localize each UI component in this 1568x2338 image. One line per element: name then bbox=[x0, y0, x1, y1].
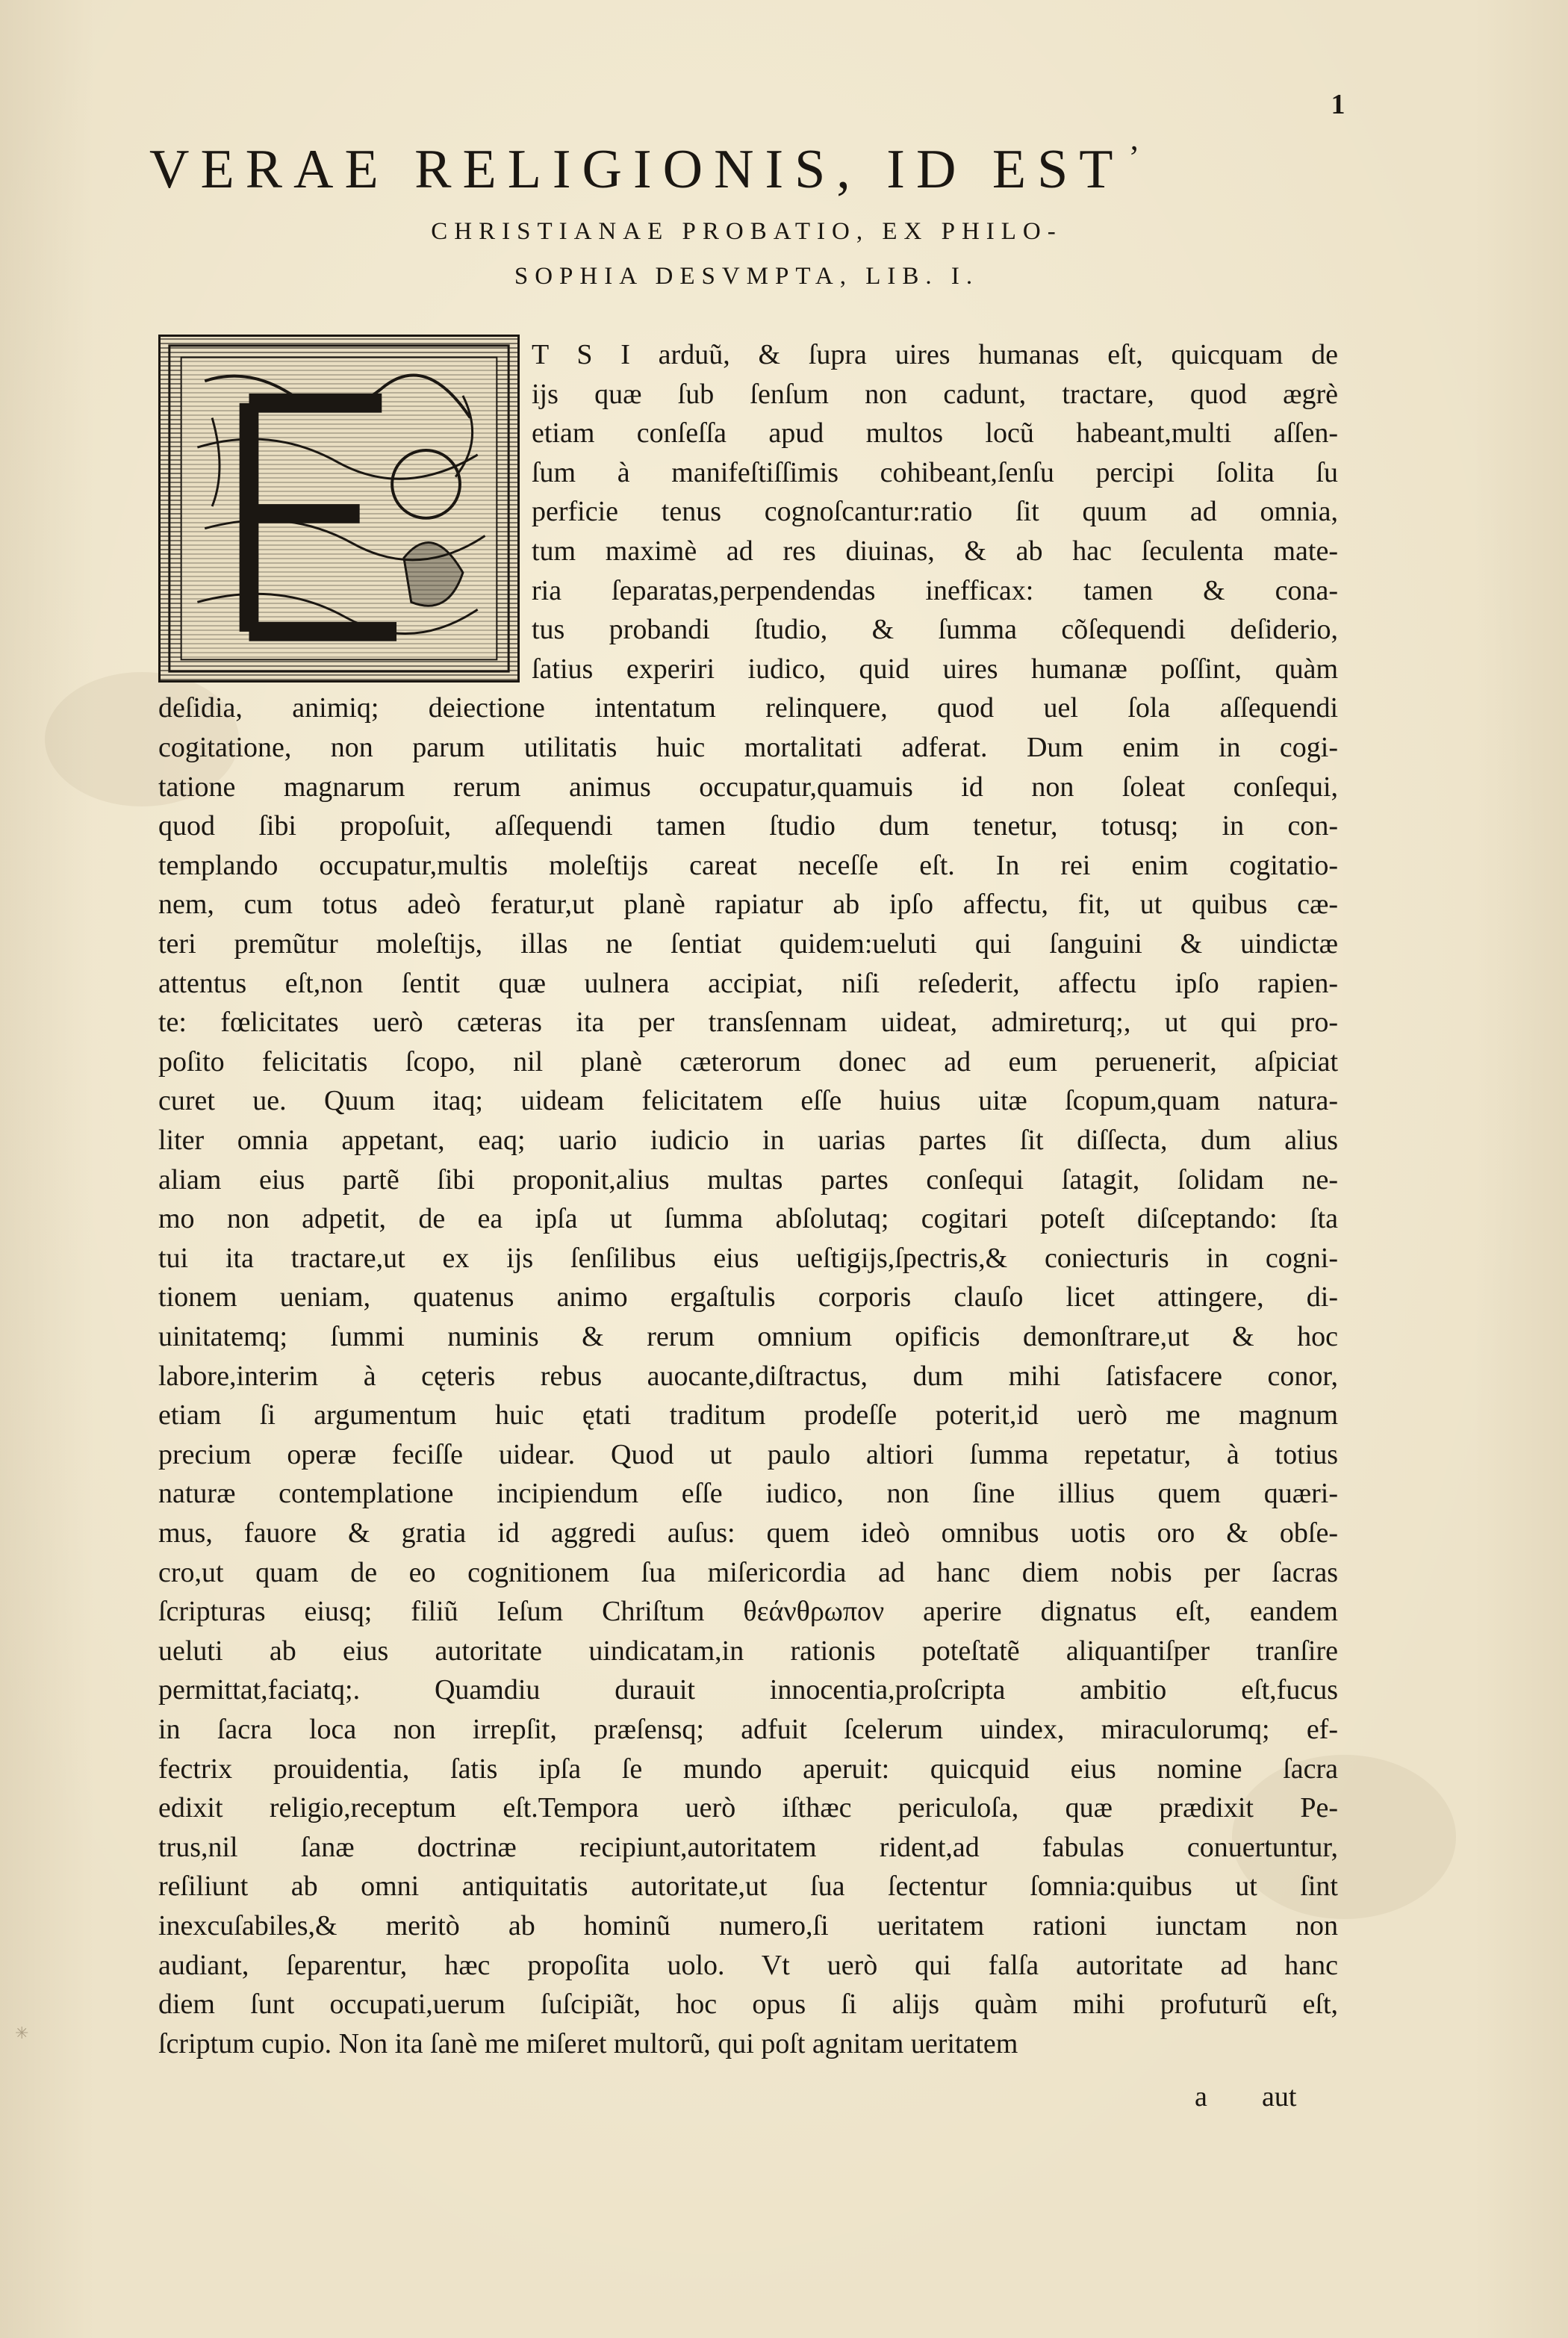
body-line: attentus eſt,non ſentit quæ uulnera accipiat, niſi reſederit, affectu ipſo rapien- bbox=[158, 967, 1338, 999]
body-line: nem, cum totus adeò feratur,ut planè rapiatur ab ipſo affectu, fit, ut quibus cæ- bbox=[158, 889, 1338, 921]
body-line: permittat,faciatq;. Quamdiu durauit innocentia,proſcripta ambitio eſt,fucus bbox=[158, 1674, 1338, 1706]
body-line: ſcriptum cupio. Non ita ſanè me miſeret multorũ, qui poſt agnitam ueritatem bbox=[158, 2027, 1018, 2059]
body-line: in ſacra loca non irrepſit, præſensq; adfuit ſcelerum uindex, miraculorumq; ef- bbox=[158, 1714, 1338, 1745]
body-line: aliam eius partẽ ſibi proponit,alius multas partes conſequi ſatagit, ſolidam ne- bbox=[158, 1163, 1338, 1196]
body-line: ijs quæ ſub ſenſum non cadunt, tractare, quod ægrè bbox=[532, 378, 1338, 410]
subtitle-line-1: CHRISTIANAE PROBATIO, EX PHILO- bbox=[431, 218, 1063, 245]
body-line: mus, fauore & gratia id aggredi auſus: quem ideò omnibus uotis oro & obſe- bbox=[158, 1517, 1338, 1549]
signature-mark: a bbox=[1195, 2081, 1207, 2112]
body-line: naturæ contemplatione incipiendum eſſe iudico, non ſine illius quem quæri- bbox=[158, 1478, 1338, 1510]
body-line: tus probandi ſtudio, & ſumma cõſequendi deſiderio, bbox=[532, 614, 1338, 646]
body-line: curet ue. Quum itaq; uideam felicitatem eſſe huius uitæ ſcopum,quam natura- bbox=[158, 1085, 1338, 1117]
body-line: cogitatione, non parum utilitatis huic mortalitati adferat. Dum enim in cogi- bbox=[158, 732, 1338, 763]
body-line: quod ſibi propoſuit, aſſequendi tamen ſtudio dum tenetur, totusq; in con- bbox=[158, 810, 1338, 842]
body-line: ſatius experiri iudico, quid uires humanæ poſſint, quàm bbox=[532, 653, 1338, 685]
body-line: templando occupatur,multis moleſtijs careat neceſſe eſt. In rei enim cogitatio- bbox=[158, 849, 1338, 881]
body-line: ueluti ab eius autoritate uindicatam,in rationis poteſtatẽ aliquantiſper tranſire bbox=[158, 1635, 1338, 1667]
body-line: precium operæ feciſſe uidear. Quod ut paulo altiori ſumma repetatur, à totius bbox=[158, 1438, 1338, 1470]
body-line: ſcripturas eiusq; filiũ Ieſum Chriſtum θεάνθρωπον aperire dignatus eſt, eandem bbox=[158, 1596, 1338, 1628]
body-line: tionem ueniam, quatenus animo ergaſtulis corporis clauſo licet attingere, di- bbox=[158, 1281, 1338, 1313]
body-line: ſum à manifeſtiſſimis cohibeant,ſenſu percipi ſolita ſu bbox=[532, 456, 1338, 488]
body-line: reſiliunt ab omni antiquitatis autoritate,ut ſua ſectentur ſomnia:quibus ut ſint bbox=[158, 1871, 1338, 1903]
body-line: trus,nil ſanæ doctrinæ recipiunt,autoritatem rident,ad fabulas conuertuntur, bbox=[158, 1831, 1338, 1863]
body-line: etiam conſeſſa apud multos locũ habeant,multi aſſen- bbox=[532, 417, 1338, 450]
body-line: mo non adpetit, de ea ipſa ut ſumma abſolutaq; cogitari poteſt diſceptando: ſta bbox=[158, 1203, 1338, 1235]
body-line: deſidia, animiq; deiectione intentatum relinquere, quod uel ſola aſſequendi bbox=[158, 692, 1338, 724]
body-line: audiant, ſeparentur, hæc propoſita uolo. Vt uerò qui falſa autoritate ad hanc bbox=[158, 1949, 1338, 1981]
body-line: inexcuſabiles,& meritò ab hominũ numero,ſi ueritatem rationi iunctam non bbox=[158, 1910, 1338, 1941]
subtitle-line-2: SOPHIA DESVMPTA, LIB. I. bbox=[514, 263, 980, 290]
body-line: fectrix prouidentia, ſatis ipſa ſe mundo aperuit: quicquid eius nomine ſacra bbox=[158, 1753, 1338, 1785]
body-line: perficie tenus cognoſcantur:ratio ſit quum ad omnia, bbox=[532, 496, 1338, 528]
body-line: T S I arduũ, & ſupra uires humanas eſt, quicquam de bbox=[532, 339, 1338, 370]
margin-annotation: ✳ bbox=[15, 2024, 29, 2042]
body-line: te: fœlicitates uerò cæteras ita per transſennam uideat, admireturq;, ut qui pro- bbox=[158, 1007, 1338, 1039]
body-line: uinitatemq; ſummi numinis & rerum omnium opificis demonſtrare,ut & hoc bbox=[158, 1321, 1338, 1352]
body-line: liter omnia appetant, eaq; uario iudicio in uarias partes ſit diſſecta, dum alius bbox=[158, 1125, 1338, 1156]
body-line: tatione magnarum rerum animus occupatur,quamuis id non ſoleat conſequi, bbox=[158, 771, 1338, 803]
body-line: labore,interim à cęteris rebus auocante,diſtractus, dum mihi ſatisfacere conor, bbox=[158, 1360, 1338, 1392]
body-line: edixit religio,receptum eſt.Tempora uerò iſthæc periculoſa, quæ prædixit Pe- bbox=[158, 1792, 1338, 1824]
title-mark: ’ bbox=[1128, 139, 1151, 175]
body-line: etiam ſi argumentum huic ętati traditum prodeſſe poterit,id uerò me magnum bbox=[158, 1399, 1338, 1431]
body-line: teri premũtur moleſtijs, illas ne ſentiat quidem:ueluti qui ſanguini & uindictæ bbox=[158, 928, 1338, 960]
body-line: tum maximè ad res diuinas, & ab hac ſeculenta mate- bbox=[532, 535, 1338, 567]
body-line: poſito felicitatis ſcopo, nil planè cæterorum donec ad eum peruenerit, aſpiciat bbox=[158, 1045, 1338, 1078]
catchword: aut bbox=[1262, 2081, 1297, 2112]
body-line: tui ita tractare,ut ex ijs ſenſilibus eius ueſtigijs,ſpectris,& coniecturis in cogni- bbox=[158, 1242, 1338, 1274]
title-text: VERAE RELIGIONIS, ID EST bbox=[149, 139, 1124, 200]
folio-number: 1 bbox=[1331, 89, 1345, 120]
body-line: ria ſeparatas,perpendendas inefficax: tamen & cona- bbox=[532, 574, 1338, 606]
body-line: cro,ut quam de eo cognitionem ſua miſericordia ad hanc diem nobis per ſacras bbox=[158, 1556, 1338, 1588]
body-line: diem ſunt occupati,uerum ſuſcipiãt, hoc opus ſi alijs quàm mihi profuturũ eſt, bbox=[158, 1989, 1338, 2021]
